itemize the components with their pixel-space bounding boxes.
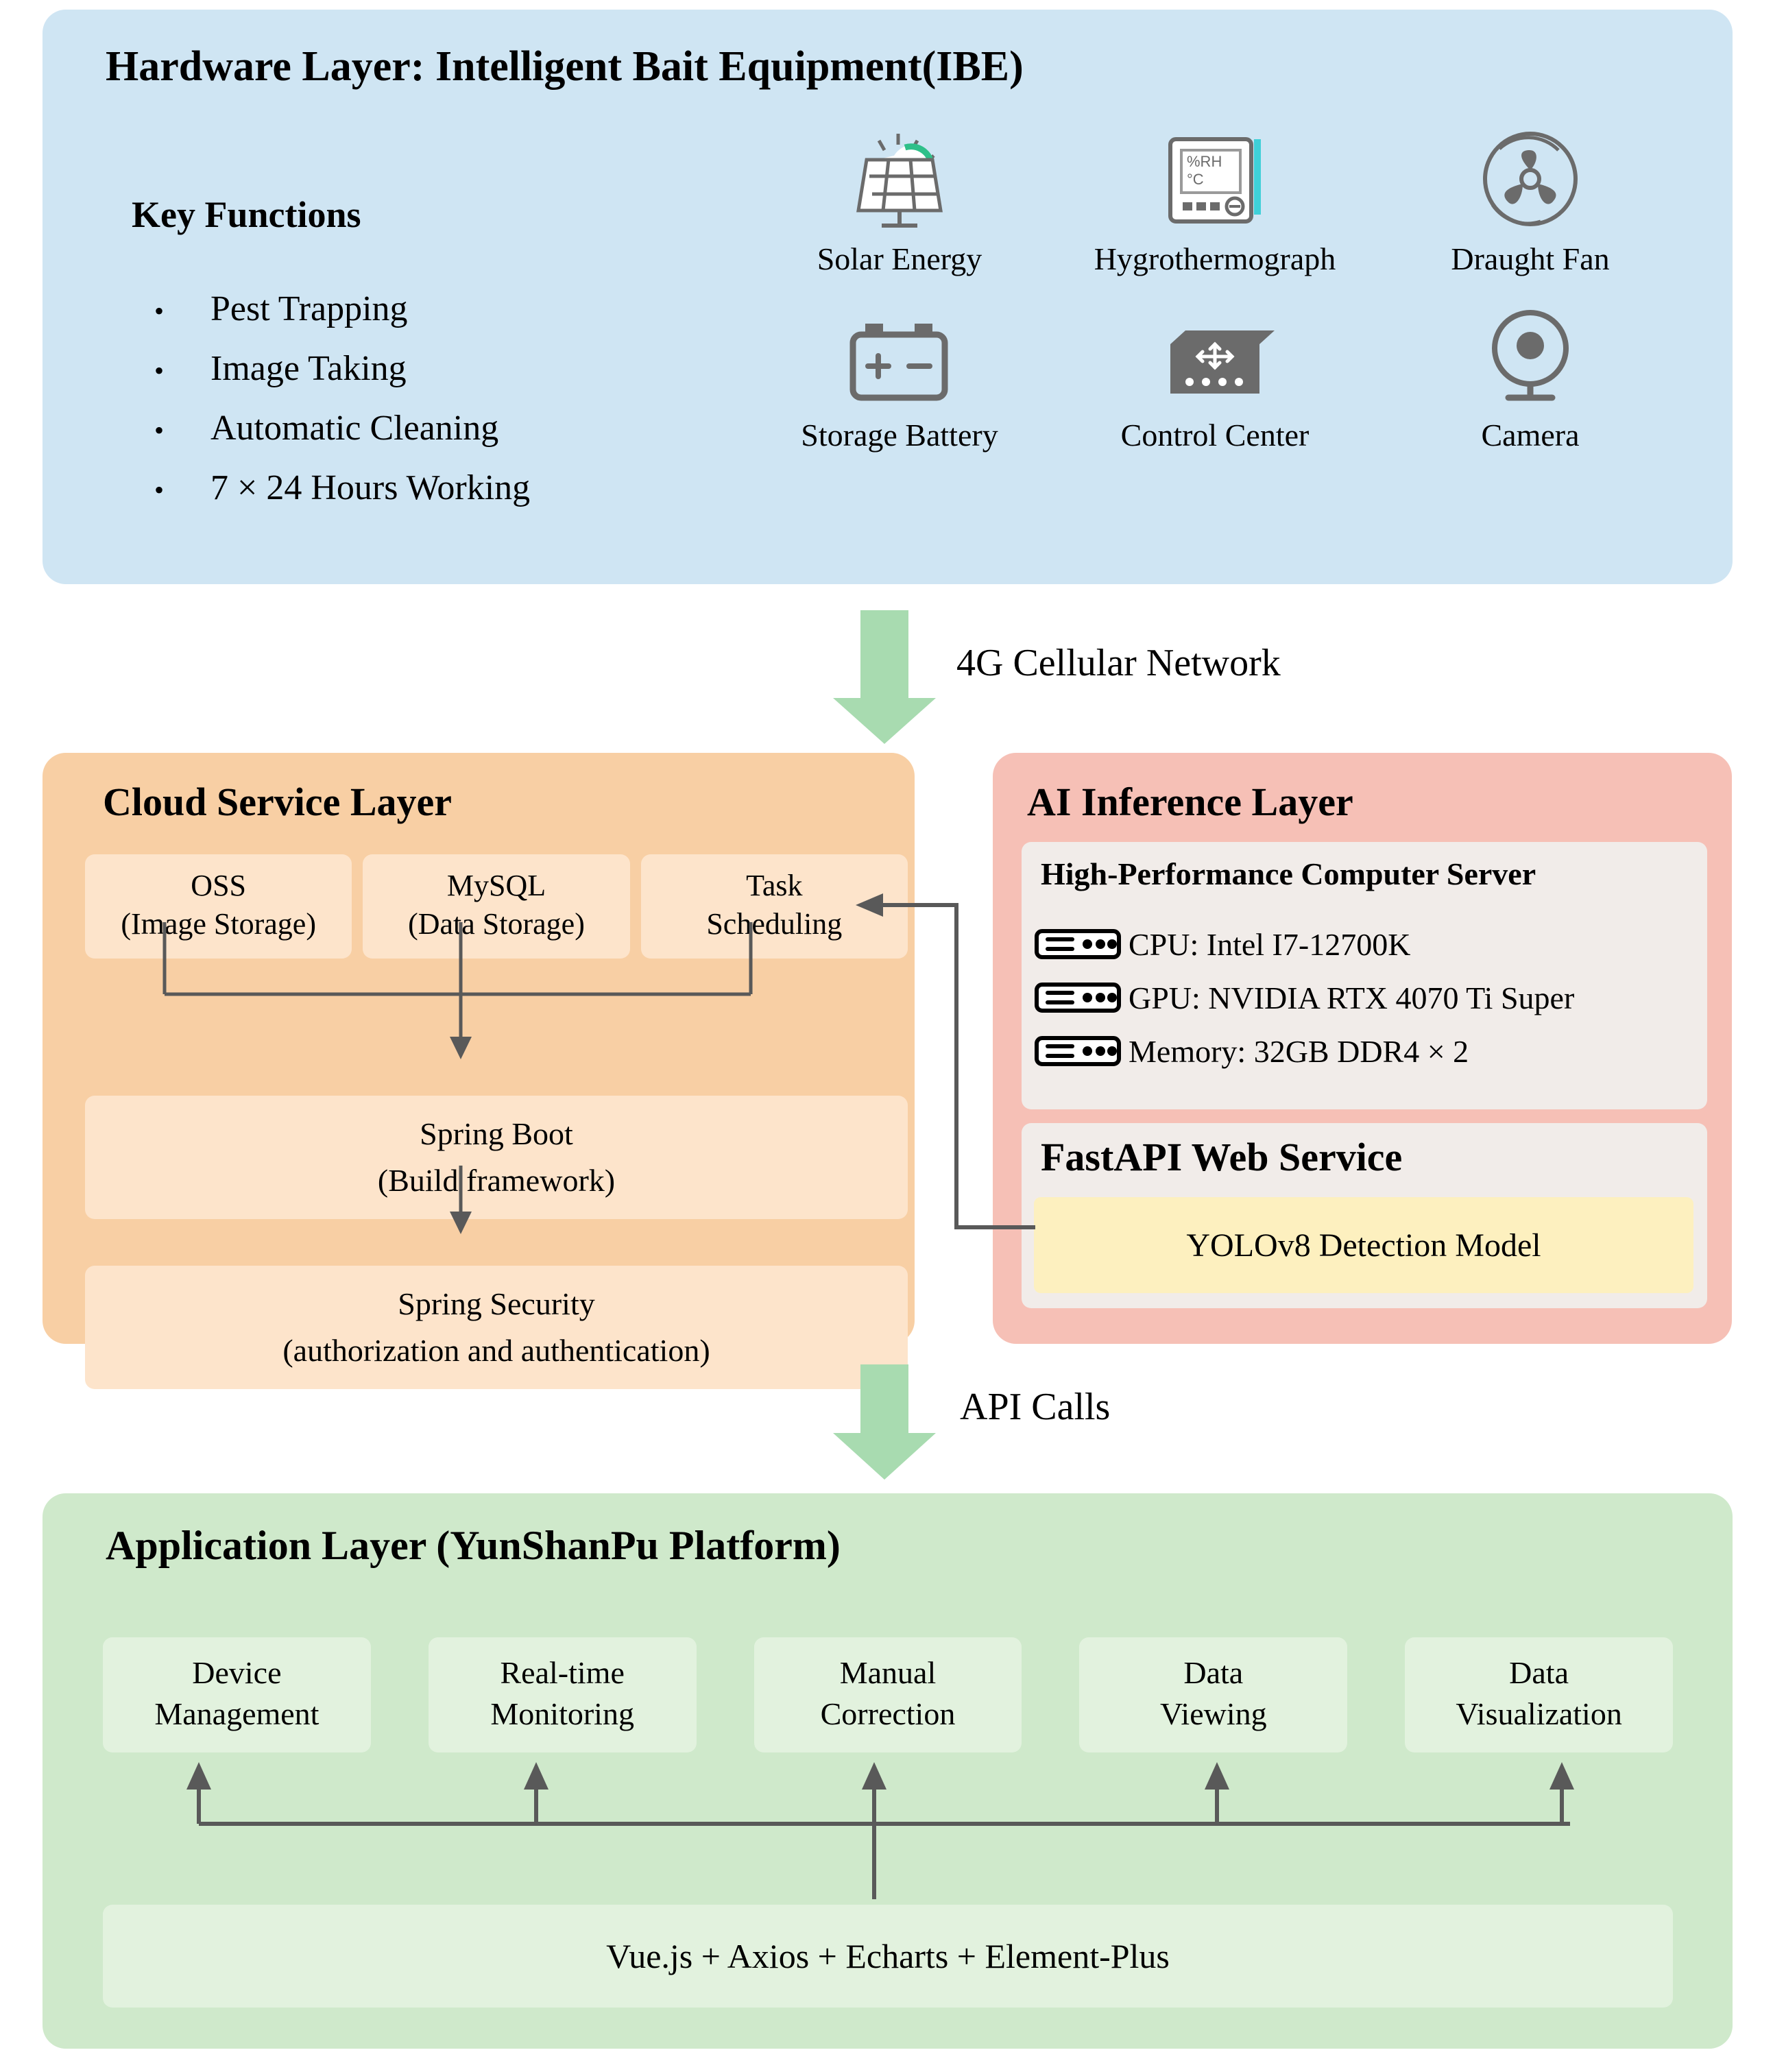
solar-panel-icon	[831, 130, 968, 232]
arrow-4g-network	[833, 610, 936, 744]
spec-row-cpu	[1034, 917, 1574, 971]
module-line-2: Correction	[820, 1696, 956, 1731]
spec-label: Memory: 32GB DDR4 × 2	[1129, 1033, 1469, 1069]
component-hygrothermograph	[1057, 130, 1373, 277]
cloud-band-spring-security	[85, 1266, 908, 1389]
module-line-1: Real-time	[500, 1655, 625, 1690]
list-item-label: Pest Trapping	[210, 289, 408, 328]
label-api-calls: API Calls	[960, 1386, 1111, 1428]
hygrothermograph-icon	[1150, 130, 1280, 232]
module-line-1: Device	[192, 1655, 282, 1690]
label-4g-network: 4G Cellular Network	[956, 642, 1281, 684]
spec-row-memory	[1034, 1024, 1574, 1078]
chip-line-1: MySQL	[446, 869, 546, 902]
hardware-component-grid	[742, 130, 1688, 453]
list-item-label: Image Taking	[210, 349, 407, 388]
server-rack-icon	[1034, 979, 1122, 1016]
list-item	[135, 280, 704, 340]
chip-line-1: OSS	[191, 869, 247, 902]
chip-line-2: (Data Storage)	[408, 907, 585, 941]
application-layer-panel	[43, 1493, 1733, 2049]
list-item	[135, 340, 704, 400]
fastapi-card	[1022, 1123, 1707, 1308]
spec-label: GPU: NVIDIA RTX 4070 Ti Super	[1129, 980, 1575, 1015]
module-line-1: Data	[1183, 1655, 1244, 1690]
cloud-components-row	[85, 854, 908, 959]
server-card	[1022, 842, 1707, 1109]
application-layer-title: Application Layer (YunShanPu Platform)	[106, 1523, 841, 1568]
module-real-time-monitoring	[429, 1637, 697, 1752]
module-device-management	[103, 1637, 371, 1752]
chip-line-2: Scheduling	[706, 907, 843, 941]
module-line-2: Visualization	[1456, 1696, 1622, 1731]
ai-layer-title: AI Inference Layer	[1027, 780, 1353, 824]
module-line-1: Manual	[839, 1655, 937, 1690]
control-center-icon	[1150, 306, 1280, 409]
ai-inference-layer-panel	[993, 753, 1732, 1344]
module-manual-correction	[754, 1637, 1022, 1752]
bullet-icon: •	[154, 474, 165, 505]
spec-row-gpu	[1034, 971, 1574, 1024]
component-label: Hygrothermograph	[1094, 241, 1336, 276]
svg-text:°C: °C	[1187, 171, 1204, 188]
bullet-icon: •	[154, 355, 165, 386]
component-storage-battery	[742, 306, 1057, 453]
component-label: Camera	[1481, 418, 1580, 453]
band-line-2: (Build framework)	[377, 1163, 616, 1198]
component-solar-energy	[742, 130, 1057, 277]
frontend-stack-band: Vue.js + Axios + Echarts + Element-Plus	[103, 1905, 1673, 2008]
svg-text:%RH: %RH	[1187, 153, 1222, 170]
chip-line-2: (Image Storage)	[121, 907, 316, 941]
spec-label: CPU: Intel I7-12700K	[1129, 926, 1411, 962]
component-camera	[1373, 306, 1688, 453]
component-label: Storage Battery	[801, 418, 998, 453]
server-spec-list	[1034, 917, 1574, 1078]
fastapi-title: FastAPI Web Service	[1041, 1135, 1403, 1179]
component-draught-fan	[1373, 130, 1688, 277]
module-line-2: Management	[154, 1696, 319, 1731]
list-item	[135, 400, 704, 459]
cloud-chip-oss	[85, 854, 352, 959]
component-control-center	[1057, 306, 1373, 453]
module-line-2: Viewing	[1159, 1696, 1267, 1731]
band-line-1: Spring Boot	[420, 1116, 573, 1151]
band-line-2: (authorization and authentication)	[282, 1333, 710, 1368]
server-card-title: High-Performance Computer Server	[1041, 856, 1536, 891]
key-functions-list	[135, 280, 704, 519]
server-rack-icon	[1034, 926, 1122, 963]
bullet-icon: •	[154, 296, 165, 326]
application-modules-row	[103, 1637, 1673, 1752]
hardware-layer-panel	[43, 10, 1733, 584]
cloud-band-spring-boot	[85, 1096, 908, 1219]
list-item-label: Automatic Cleaning	[210, 409, 499, 448]
chip-line-1: Task	[746, 869, 803, 902]
server-rack-icon	[1034, 1033, 1122, 1070]
component-label: Draught Fan	[1451, 241, 1610, 276]
draught-fan-icon	[1472, 130, 1589, 232]
component-label: Control Center	[1120, 418, 1310, 453]
list-item	[135, 459, 704, 519]
camera-icon	[1475, 306, 1585, 409]
module-line-2: Monitoring	[490, 1696, 634, 1731]
key-functions-heading: Key Functions	[132, 194, 361, 235]
cloud-service-layer-panel	[43, 753, 915, 1368]
module-data-visualization	[1405, 1637, 1673, 1752]
bullet-icon: •	[154, 415, 165, 446]
cloud-chip-task-scheduling	[641, 854, 908, 959]
cloud-layer-title: Cloud Service Layer	[103, 780, 453, 824]
hardware-layer-title: Hardware Layer: Intelligent Bait Equipment(IBE)	[106, 43, 1024, 90]
storage-battery-icon	[838, 306, 961, 409]
module-line-1: Data	[1509, 1655, 1569, 1690]
module-data-viewing	[1079, 1637, 1347, 1752]
list-item-label: 7 × 24 Hours Working	[210, 468, 531, 507]
yolo-model-badge: YOLOv8 Detection Model	[1034, 1197, 1693, 1293]
cloud-chip-mysql	[363, 854, 629, 959]
band-line-1: Spring Security	[398, 1286, 595, 1321]
component-label: Solar Energy	[817, 241, 982, 276]
